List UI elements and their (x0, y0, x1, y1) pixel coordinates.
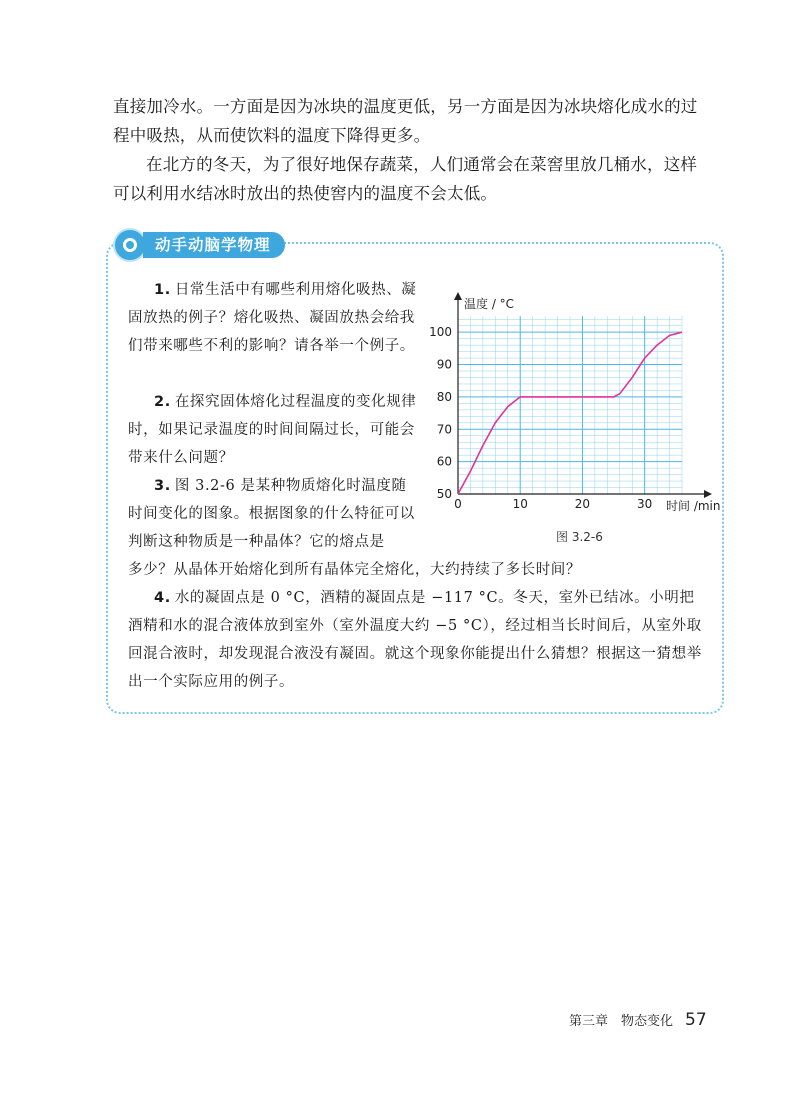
y-tick-label: 60 (436, 454, 452, 469)
y-tick-label: 80 (436, 389, 452, 404)
question-4 (128, 584, 708, 696)
question-2 (128, 388, 418, 472)
y-tick-label: 50 (436, 487, 452, 501)
y-tick-label: 90 (436, 357, 452, 372)
chart-svg (428, 284, 728, 524)
target-icon (113, 228, 147, 262)
chapter-label: 第三章 物态变化 (569, 1014, 674, 1029)
question-number: 4. (154, 590, 171, 606)
section-badge (113, 228, 285, 262)
question-text: 在探究固体熔化过程温度的变化规律时，如果记录温度的时间间隔过长，可能会带来什么问题？ (128, 394, 417, 466)
paragraph-2: 在北方的冬天，为了很好地保存蔬菜，人们通常会在菜窖里放几桶水，这样可以利用水结冰时放出的热使窖内的温度不会太低。 (113, 155, 698, 203)
section-title: 动手动脑学物理 (143, 232, 285, 258)
temperature-time-chart (428, 284, 728, 524)
x-tick-label: 30 (637, 497, 653, 511)
y-axis-arrow (454, 292, 462, 300)
question-number: 2. (154, 394, 171, 410)
x-axis-label: 时间 /min (666, 499, 721, 513)
y-axis-label: 温度 / °C (464, 297, 515, 311)
page-number: 57 (685, 1010, 707, 1030)
question-number: 1. (154, 282, 171, 298)
y-tick-label: 100 (429, 325, 452, 340)
x-tick-label: 0 (454, 497, 462, 511)
x-tick-label: 20 (574, 497, 591, 511)
question-1 (128, 276, 418, 360)
question-3 (128, 472, 418, 556)
x-tick-label: 10 (512, 497, 528, 511)
question-text: 水的凝固点是 0 °C，酒精的凝固点是 −117 °C。冬天，室外已结冰。小明把酒精和水的混合液体放到室外（室外温度大约 −5 °C），经过相当长时间后，从室外取回混合液时，却发现混合液没有凝固。就这个现象你能提出什么猜想？根据这一猜想举出一个实际应用的例子。 (128, 590, 702, 690)
question-number: 3. (154, 478, 171, 494)
y-tick-label: 70 (436, 422, 452, 437)
paragraph-1: 直接加冷水。一方面是因为冰块的温度更低，另一方面是因为冰块熔化成水的过程中吸热，从而使饮料的温度下降得更多。 (113, 97, 698, 145)
question-text: 图 3.2-6 是某种物质熔化时温度随时间变化的图象。根据图象的什么特征可以判断这种物质是一种晶体？它的熔点是 (128, 478, 415, 550)
figure-caption: 图 3.2-6 (556, 530, 603, 544)
page-footer (569, 1010, 707, 1030)
question-3-continuation: 多少？从晶体开始熔化到所有晶体完全熔化，大约持续了多长时间？ (128, 562, 581, 578)
question-text: 日常生活中有哪些利用熔化吸热、凝固放热的例子？熔化吸热、凝固放热会给我们带来哪些不利的影响？请各举一个例子。 (128, 282, 417, 354)
x-axis-arrow (704, 490, 712, 498)
